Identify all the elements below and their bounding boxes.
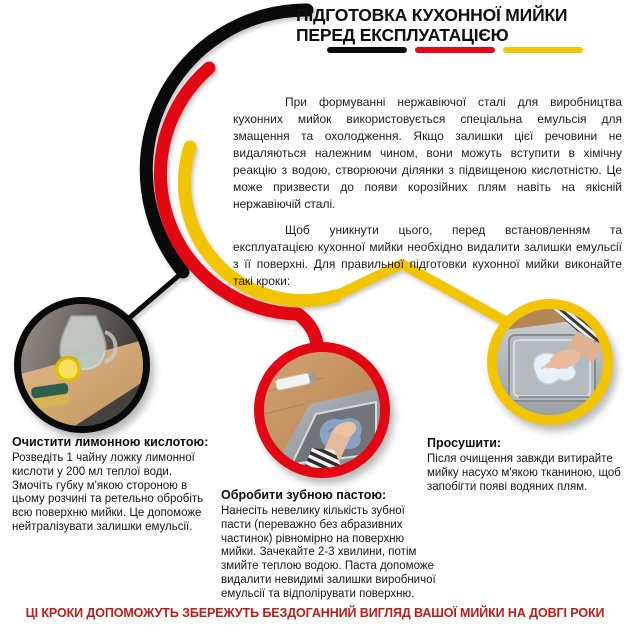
- step-2-block: [221, 488, 436, 602]
- flag-divider: [327, 47, 627, 53]
- toothpaste-sink-wiping-photo: [264, 352, 380, 468]
- intro-text: [233, 94, 622, 299]
- flag-bar-yellow: [503, 47, 583, 53]
- flag-bar-red: [415, 47, 495, 53]
- intro-paragraph-1: При формуванні нержавіючої сталі для виробництва кухонних мийок використовується спеціальна емульсія для змащення та охолодження. Якщо залишки цієї речовини не видаляються належним чином, вони можуть вступити в хімічну реакцію з водою, створюючи ділянки з підвищеною кислотністю. Це може призвести до появи корозійних плям навіть на якісній нержавіючій сталі.: [233, 95, 622, 211]
- flag-bar-black: [327, 47, 407, 53]
- step-3-body: Після очищення завжди витирайте мийку насухо м'якою тканиною, щоб запобігти появі водяних плям.: [427, 453, 621, 493]
- title-line-2: ПЕРЕД ЕКСПЛУАТАЦІЄЮ: [296, 25, 509, 45]
- step-1-heading: Очистити лимонною кислотою:: [12, 435, 209, 449]
- step-2-photo-circle: [254, 342, 390, 478]
- title-line-1: ПІДГОТОВКА КУХОННОЇ МИЙКИ: [296, 5, 568, 25]
- step-1-photo-circle: [14, 297, 150, 433]
- page-title: [296, 5, 626, 45]
- intro-paragraph-2: Щоб уникнути цього, перед встановленням та експлуатацією кухонної мийки необхідно видалити залишки емульсії з її поверхні. Для правильної підготовки кухонної мийки виконайте такі кроки:: [233, 223, 622, 288]
- lemon-water-pitcher-sponge-photo: [21, 304, 143, 426]
- step-2-heading: Обробити зубною пастою:: [221, 488, 387, 502]
- step-1-body: Розведіть 1 чайну ложку лимонної кислоти у 200 мл теплої води. Змочіть губку м'якою стороною в цьому розчині та ретельно обробіть всю поверхню мийки. Це допоможе нейтралізувати залишки емульсії.: [12, 452, 204, 533]
- step-3-heading: Просушити:: [427, 436, 502, 450]
- step-3-photo-circle: [487, 299, 613, 425]
- black-connector-line: [128, 272, 183, 319]
- step-1-block: [12, 435, 214, 535]
- drying-sink-cloth-photo: [497, 309, 603, 415]
- step-3-block: [427, 436, 630, 494]
- footer-note: ЦІ КРОКИ ДОПОМОЖУТЬ ЗБЕРЕЖУТЬ БЕЗДОГАННИЙ ВИГЛЯД ВАШОЇ МИЙКИ НА ДОВГІ РОКИ: [25, 606, 605, 620]
- step-2-body: Нанесіть невелику кількість зубної пасти (переважно без абразивних частинок) рівномірно на поверхню мийки. Зачекайте 2-3 хвилини, потім змийте теплою водою. Паста допоможе видалити невидимі залишки виробничої емульсії та відполірувати поверхню.: [221, 505, 436, 600]
